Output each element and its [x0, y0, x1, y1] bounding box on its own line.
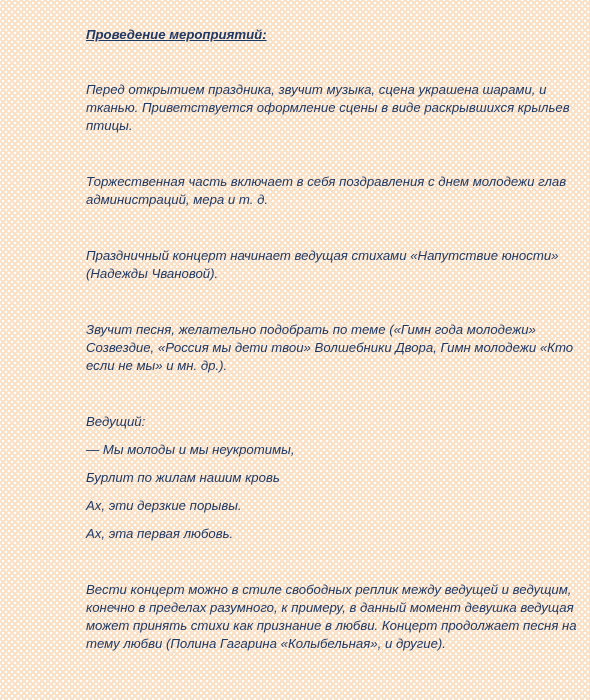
section-heading: Проведение мероприятий: [86, 27, 267, 42]
paragraph-ceremony: Торжественная часть включает в себя поздравления с днем молодежи глав администраций, мера и т. д. [86, 174, 567, 207]
verse-line-2: Бурлит по жилам нашим кровь [86, 470, 280, 485]
paragraph-closing: Вести концерт можно в стиле свободных реплик между ведущей и ведущим, конечно в пределах разумного, к примеру, в данный момент девушка ведущая может принять стихи как признание в любви. Концерт продолжает песня на тему любви (Полина Гагарина «Колыбельная», и другие). [86, 582, 577, 651]
verse-line-3: Ах, эти дерзкие порывы. [86, 498, 242, 513]
verse-line-1: — Мы молоды и мы неукротимы, [86, 442, 295, 457]
verse-line-4: Ах, эта первая любовь. [86, 526, 234, 541]
speaker-label: Ведущий: [86, 414, 146, 429]
paragraph-intro: Перед открытием праздника, звучит музыка, сцена украшена шарами, и тканью. Приветствуется оформление сцены в виде раскрывшихся крыльев птицы. [86, 82, 570, 133]
paragraph-song: Звучит песня, желательно подобрать по теме («Гимн года молодежи» Созвездие, «Россия мы дети твои» Волшебники Двора, Гимн молодежи «Кто если не мы» и мн. др.). [86, 322, 574, 373]
paragraph-concert-start: Праздничный концерт начинает ведущая стихами «Напутствие юности» (Надежды Чвановой). [86, 248, 559, 281]
document-body [86, 26, 586, 653]
